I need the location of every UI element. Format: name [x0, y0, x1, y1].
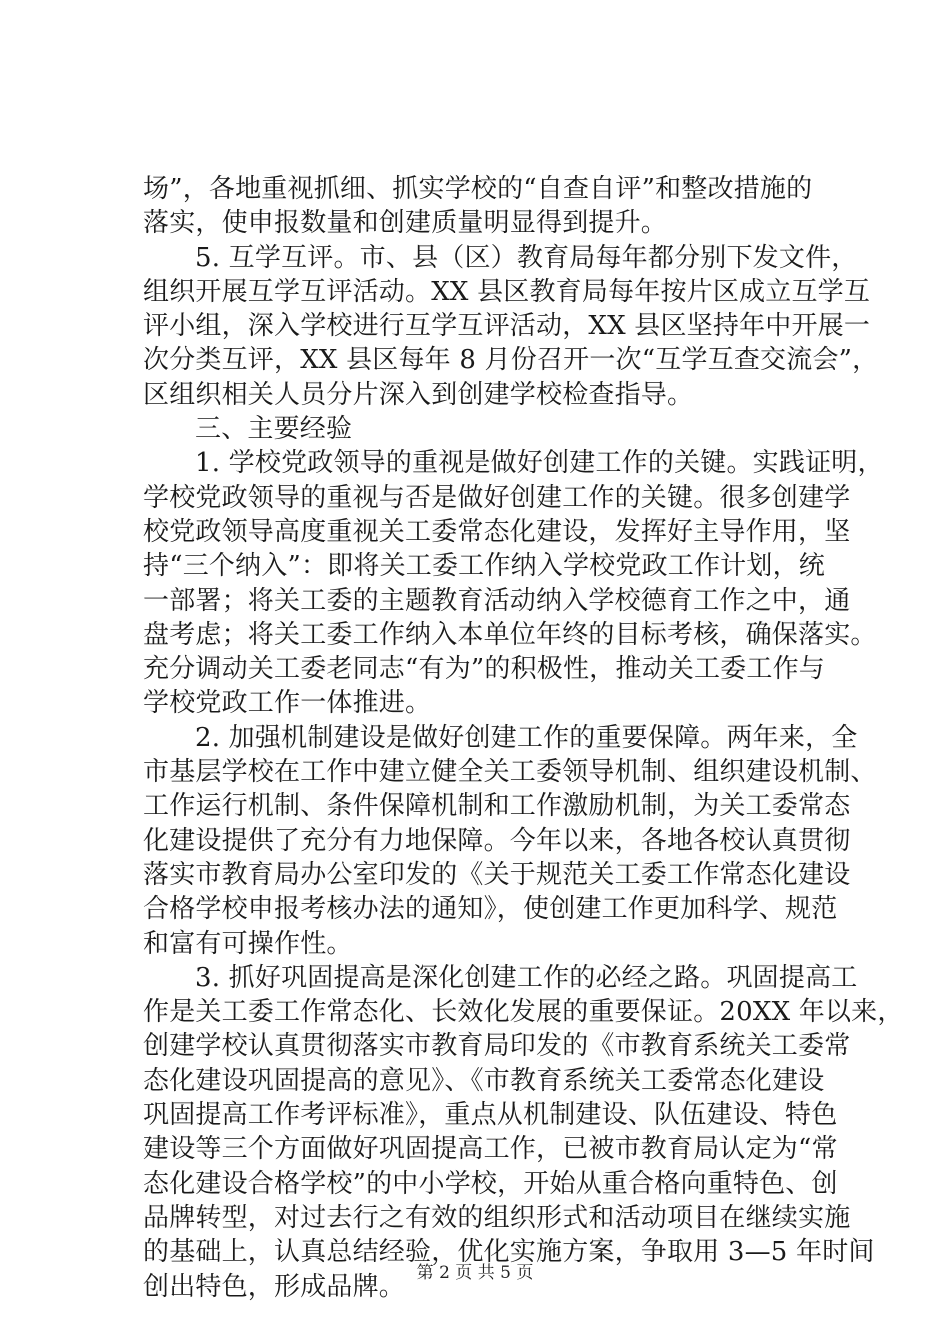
text-line: 建设等三个方面做好巩固提高工作，已被市教育局认定为“常 [143, 1134, 838, 1165]
text-line: 落实，使申报数量和创建质量明显得到提升。 [143, 208, 668, 239]
text-line: 充分调动关工委老同志“有为”的积极性，推动关工委工作与 [143, 654, 825, 685]
text-line: 的基础上，认真总结经验，优化实施方案，争取用 3—5 年时间 [143, 1237, 875, 1268]
text-line: 学校党政工作一体推进。 [143, 688, 432, 719]
text-line: 1. 学校党政领导的重视是做好创建工作的关键。实践证明， [195, 448, 884, 479]
text-line: 学校党政领导的重视与否是做好创建工作的关键。很多创建学 [143, 482, 851, 513]
text-line: 创建学校认真贯彻落实市教育局印发的《市教育系统关工委常 [143, 1031, 851, 1062]
text-line: 合格学校申报考核办法的通知》，使创建工作更加科学、规范 [143, 894, 838, 925]
text-line: 市基层学校在工作中建立健全关工委领导机制、组织建设机制、 [143, 757, 877, 788]
text-line: 校党政领导高度重视关工委常态化建设，发挥好主导作用，坚 [143, 516, 851, 547]
text-line: 创出特色，形成品牌。 [143, 1271, 406, 1302]
body-text [143, 172, 904, 1304]
text-line: 化建设提供了充分有力地保障。今年以来，各地各校认真贯彻 [143, 825, 851, 856]
text-line: 和富有可操作性。 [143, 928, 353, 959]
text-line: 三、主要经验 [195, 414, 353, 445]
text-line: 组织开展互学互评活动。XX 县区教育局每年按片区成立互学互 [143, 276, 871, 307]
text-line: 持“三个纳入”：即将关工委工作纳入学校党政工作计划，统 [143, 551, 825, 582]
text-line: 落实市教育局办公室印发的《关于规范关工委工作常态化建设 [143, 859, 851, 890]
text-line: 2. 加强机制建设是做好创建工作的重要保障。两年来，全 [195, 722, 858, 753]
text-line: 3. 抓好巩固提高是深化创建工作的必经之路。巩固提高工 [195, 962, 858, 993]
text-line: 评小组，深入学校进行互学互评活动，XX 县区坚持年中开展一 [143, 311, 871, 342]
text-line: 态化建设合格学校”的中小学校，开始从重合格向重特色、创 [143, 1168, 838, 1199]
text-line: 巩固提高工作考评标准》，重点从机制建设、队伍建设、特色 [143, 1100, 838, 1131]
page-footer: 第 2 页 共 5 页 [416, 1263, 534, 1283]
text-line: 作是关工委工作常态化、长效化发展的重要保证。20XX 年以来， [143, 997, 904, 1028]
text-line: 次分类互评，XX 县区每年 8 月份召开一次“互学互查交流会”， [143, 345, 879, 376]
text-line: 品牌转型，对过去行之有效的组织形式和活动项目在继续实施 [143, 1202, 851, 1233]
text-line: 盘考虑；将关工委工作纳入本单位年终的目标考核，确保落实。 [143, 619, 877, 650]
text-line: 工作运行机制、条件保障机制和工作激励机制，为关工委常态 [143, 791, 851, 822]
text-line: 一部署；将关工委的主题教育活动纳入学校德育工作之中，通 [143, 585, 851, 616]
text-line: 区组织相关人员分片深入到创建学校检查指导。 [143, 379, 694, 410]
text-line: 场”，各地重视抓细、抓实学校的“自查自评”和整改措施的 [143, 174, 813, 204]
text-line: 5. 互学互评。市、县（区）教育局每年都分别下发文件， [195, 242, 858, 273]
text-line: 态化建设巩固提高的意见》、《市教育系统关工委常态化建设 [143, 1065, 825, 1096]
